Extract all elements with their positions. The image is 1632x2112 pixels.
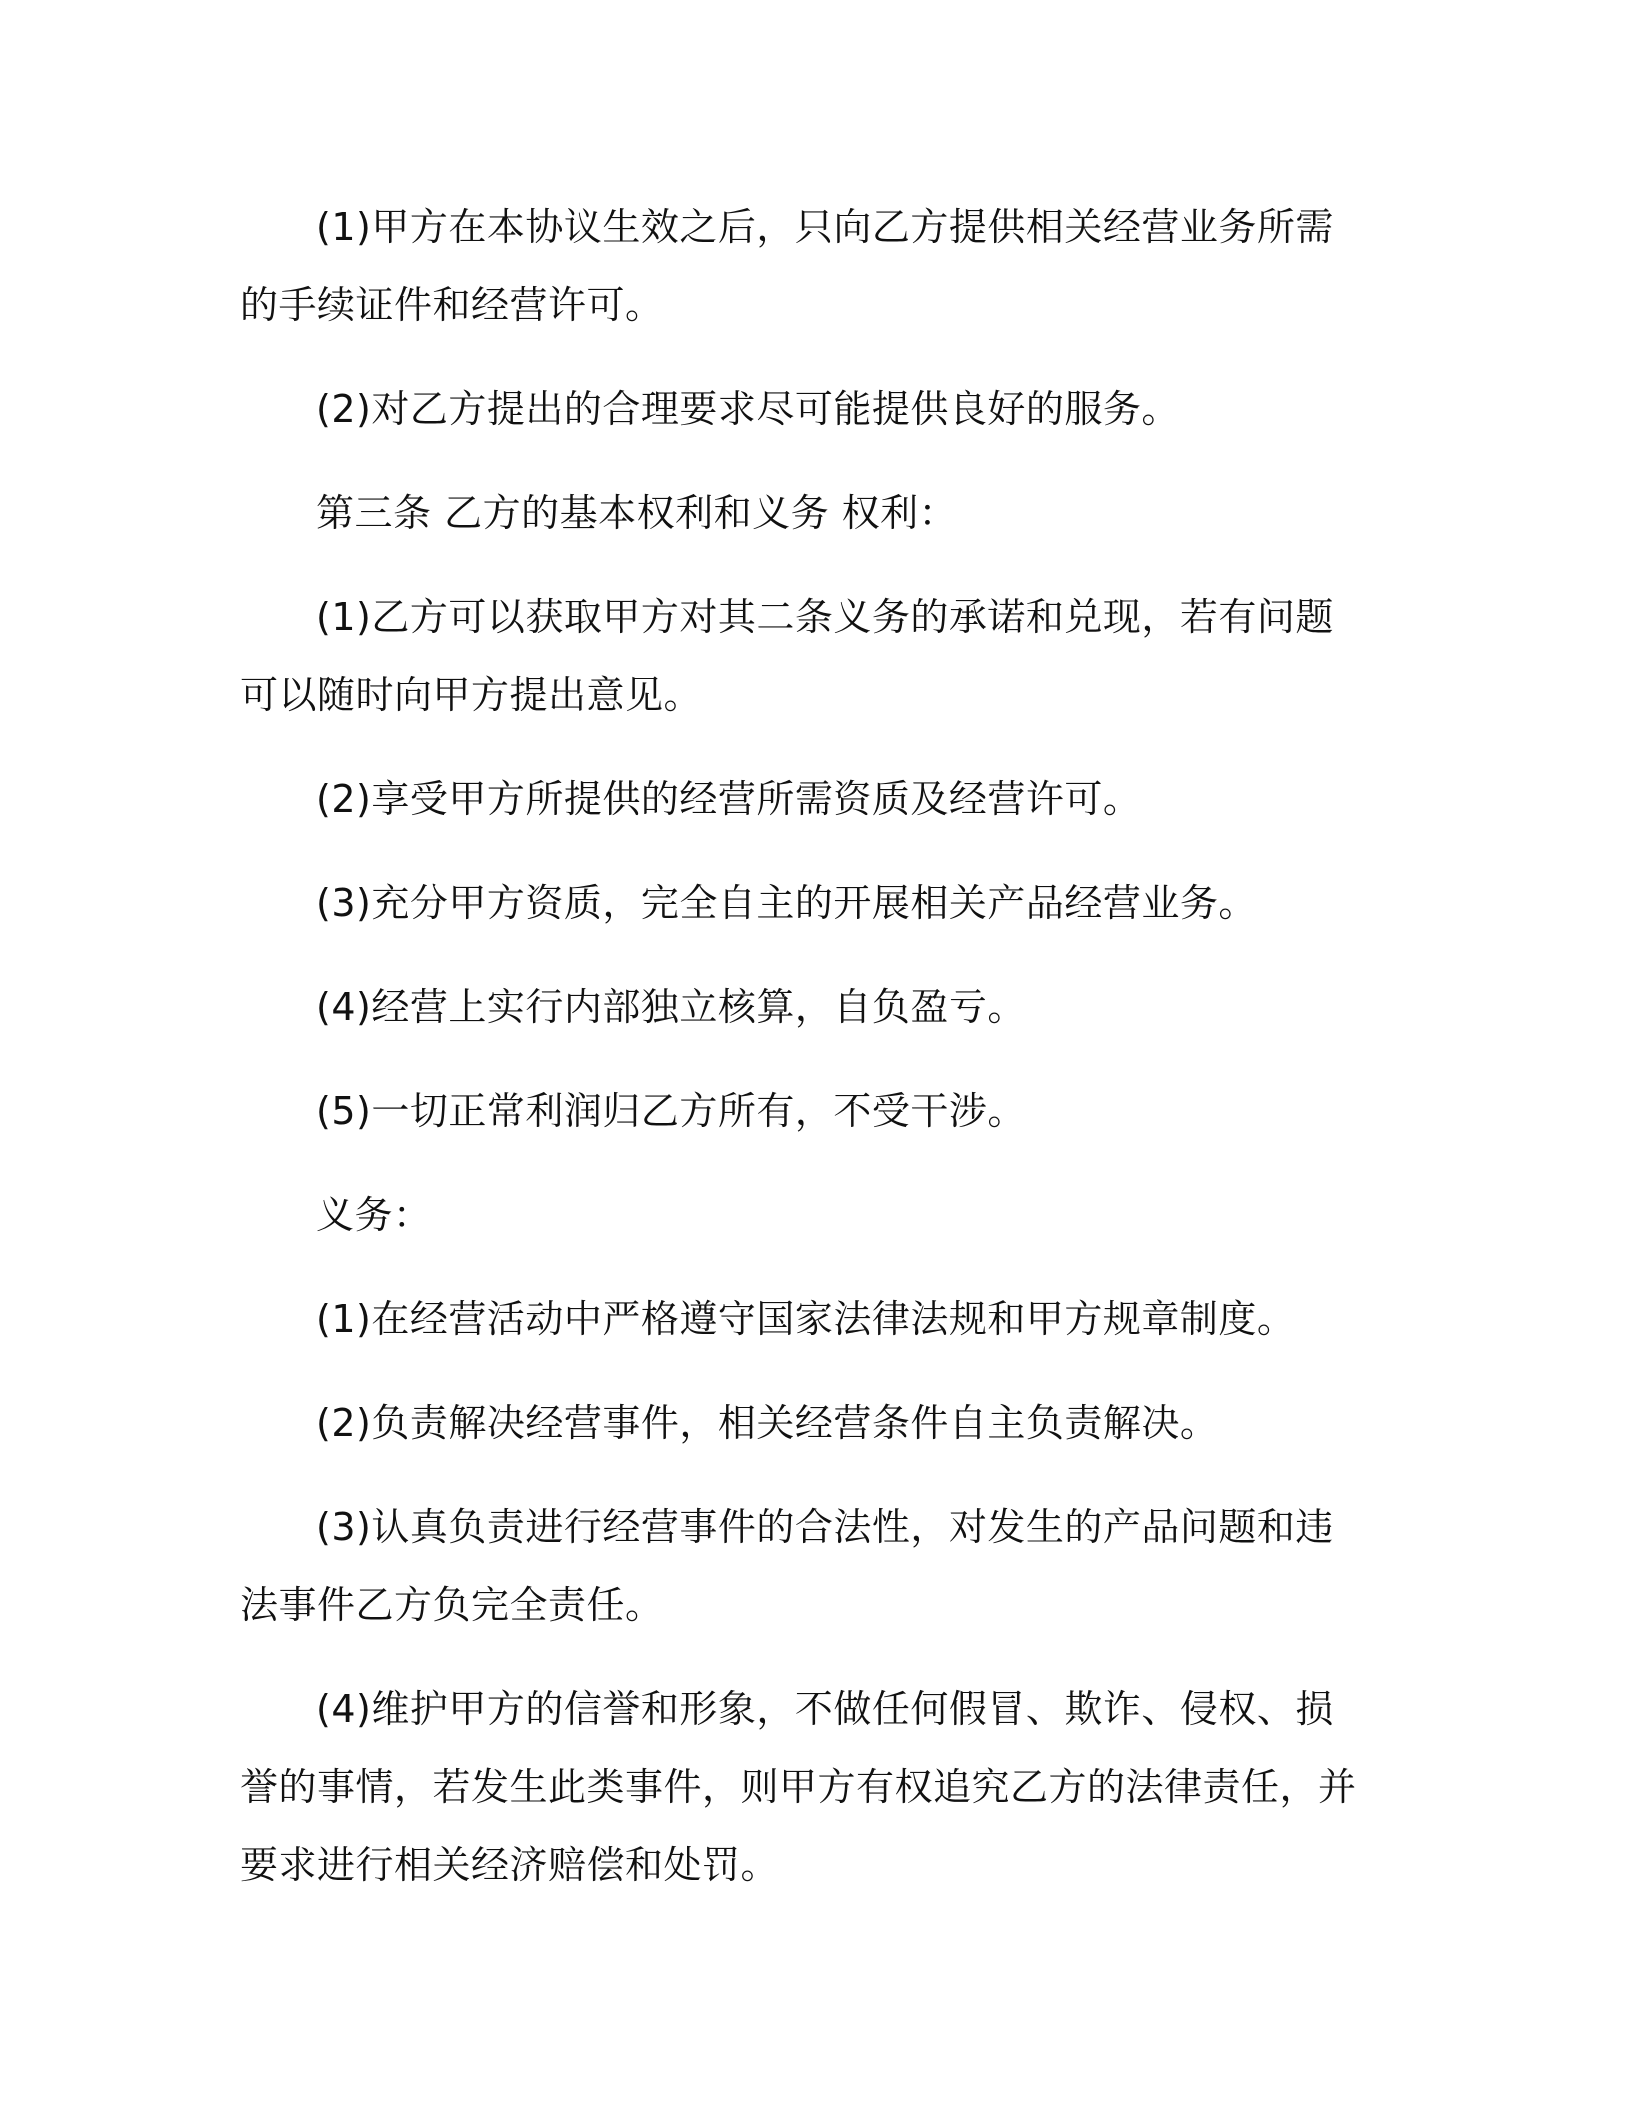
paragraph-obligation-4: (4)维护甲方的信誉和形象，不做任何假冒、欺诈、侵权、损誉的事情，若发生此类事件，则甲方有权追究乙方的法律责任，并要求进行相关经济赔偿和处罚。 [240,1687,1357,1887]
paragraph-right-5: (5)一切正常利润归乙方所有，不受干涉。 [316,1089,1026,1133]
paragraph-right-1: (1)乙方可以获取甲方对其二条义务的承诺和兑现，若有问题可以随时向甲方提出意见。 [240,595,1334,717]
paragraph-obligation-2: (2)负责解决经营事件，相关经营条件自主负责解决。 [316,1401,1219,1445]
document-body [240,188,1370,1904]
paragraph-party-a-provide-permits: (1)甲方在本协议生效之后，只向乙方提供相关经营业务所需的手续证件和经营许可。 [240,205,1334,327]
paragraph-right-3: (3)充分甲方资质，完全自主的开展相关产品经营业务。 [316,881,1257,925]
paragraph-obligation-3: (3)认真负责进行经营事件的合法性，对发生的产品问题和违法事件乙方负完全责任。 [240,1505,1334,1627]
paragraph-right-4: (4)经营上实行内部独立核算，自负盈亏。 [316,985,1026,1029]
paragraph-obligation-1: (1)在经营活动中严格遵守国家法律法规和甲方规章制度。 [316,1297,1296,1341]
paragraph-right-2: (2)享受甲方所提供的经营所需资质及经营许可。 [316,777,1142,821]
obligations-heading: 义务： [316,1193,432,1237]
paragraph-party-a-good-service: (2)对乙方提出的合理要求尽可能提供良好的服务。 [316,387,1180,431]
article-three-heading: 第三条 乙方的基本权利和义务 权利： [316,491,958,535]
